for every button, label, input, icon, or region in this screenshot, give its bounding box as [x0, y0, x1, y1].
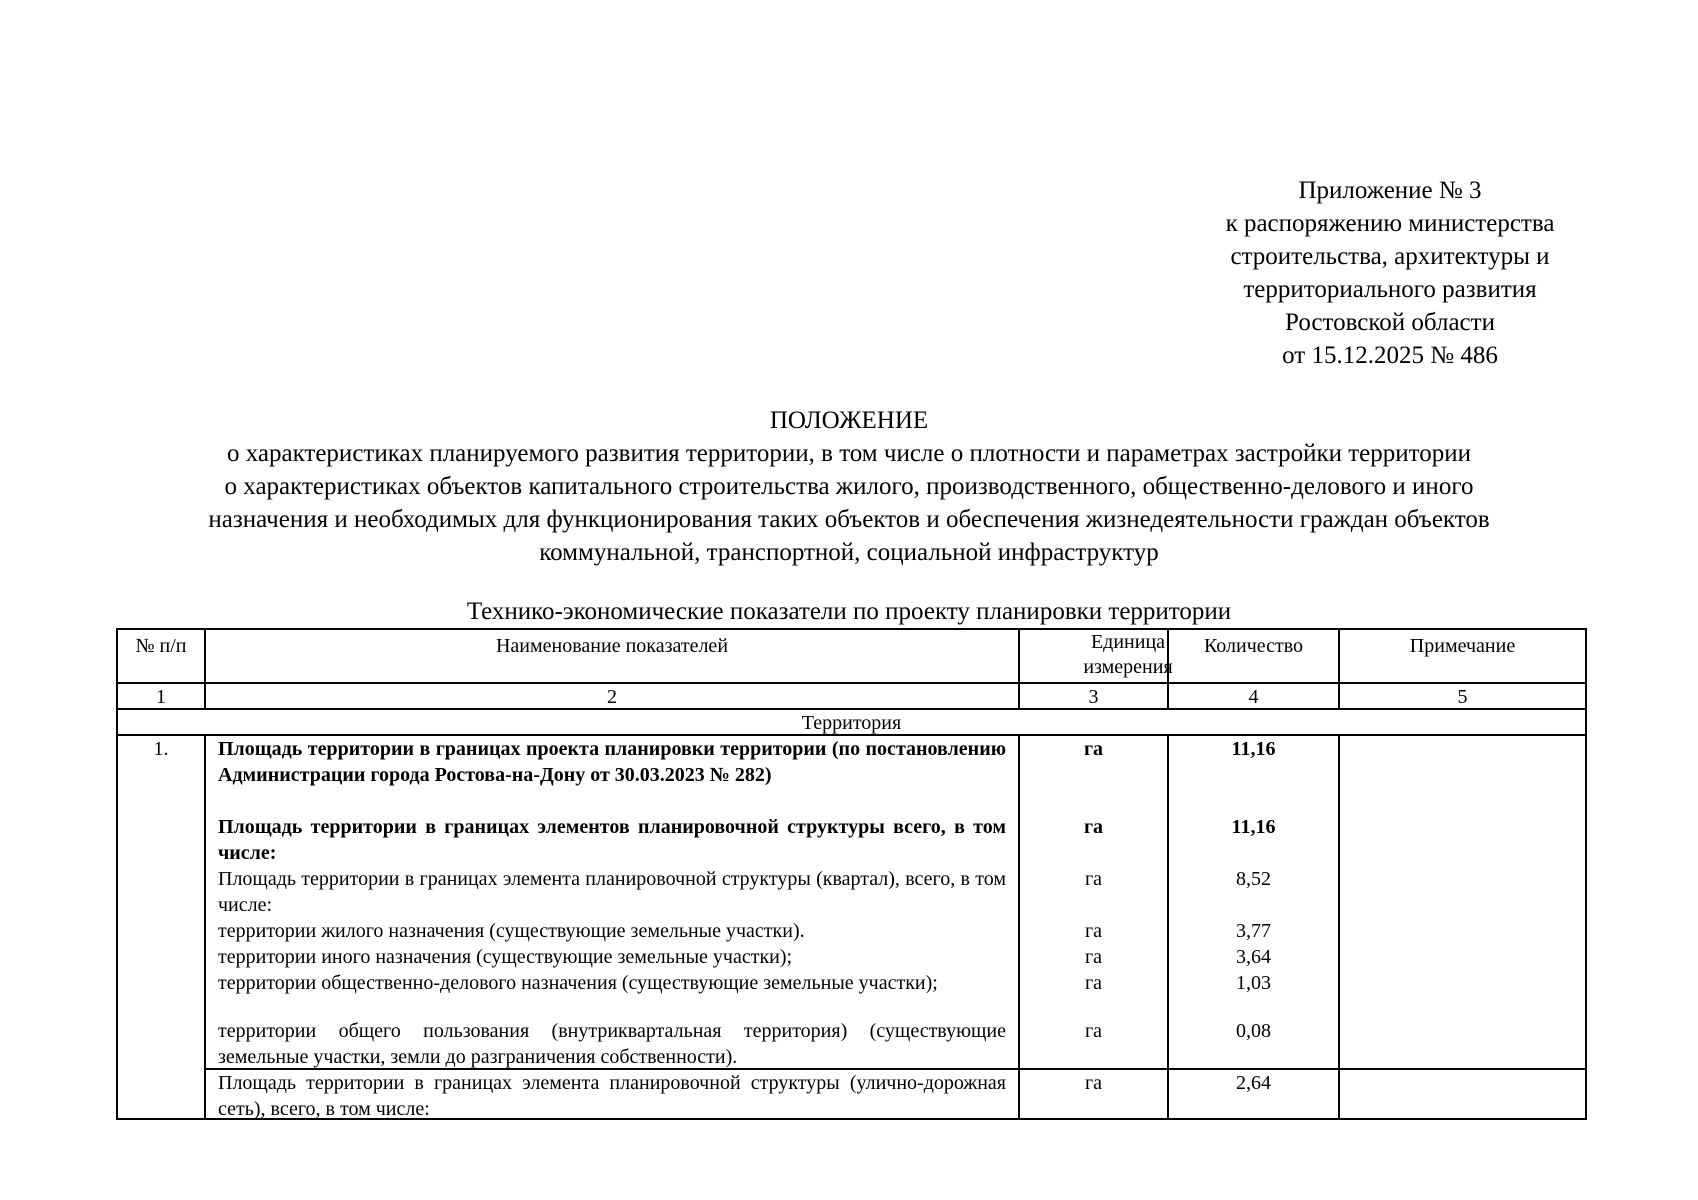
indicator-quantity: 3,77	[1236, 920, 1271, 942]
row-number: 1.	[153, 738, 169, 760]
indicator-unit: га	[1083, 816, 1104, 838]
indicator-name: территории общего пользования (внутриквартальная территория) (существующие земельные участки, земли до разграничения собственности).	[218, 1020, 1006, 1068]
appendix-block	[1140, 174, 1640, 372]
indicator-quantity: 0,08	[1236, 1020, 1271, 1042]
heading-line: коммунальной, транспортной, социальной инфраструктур	[539, 539, 1159, 566]
indicator-unit: га	[1084, 868, 1103, 890]
column-number: 1	[156, 686, 166, 708]
document-heading	[100, 404, 1598, 569]
header-note: Примечание	[1409, 635, 1516, 657]
table-caption: Технико-экономические показатели по проекту планировки территории	[466, 598, 1232, 625]
indicator-quantity: 2,64	[1236, 1072, 1271, 1094]
header-num: № п/п	[135, 635, 187, 657]
header-name: Наименование показателей	[495, 635, 729, 657]
document-title: ПОЛОЖЕНИЕ	[769, 407, 929, 434]
heading-line: назначения и необходимых для функционирования таких объектов и обеспечения жизнедеятельности граждан объектов	[208, 506, 1490, 533]
indicators-table	[116, 628, 1587, 1120]
indicator-name: территории жилого назначения (существующие земельные участки).	[218, 920, 805, 942]
indicator-name: Площадь территории в границах проекта планировки территории (по постановлению Администрации города Ростова-на-Дону от 30.03.2023 № 282)	[218, 738, 1006, 786]
indicator-quantity: 1,03	[1236, 972, 1271, 994]
indicator-unit: га	[1084, 1020, 1103, 1042]
appendix-line: территориального развития	[1243, 276, 1537, 303]
indicator-quantity: 11,16	[1231, 738, 1276, 760]
table-rule	[204, 734, 206, 1118]
column-number: 5	[1457, 686, 1468, 708]
indicator-name: Площадь территории в границах элементов планировочной структуры всего, в том числе:	[218, 816, 1006, 864]
indicator-unit: га	[1084, 920, 1103, 942]
indicator-unit: га	[1084, 1072, 1103, 1094]
appendix-line: к распоряжению министерства	[1225, 210, 1555, 237]
indicator-name: территории иного назначения (существующие земельные участки);	[218, 946, 793, 968]
section-title: Территория	[801, 712, 902, 734]
header-qty: Количество	[1203, 635, 1304, 657]
column-number: 2	[607, 686, 617, 708]
heading-line: о характеристиках объектов капитального строительства жилого, производственного, общественно-делового и иного	[224, 473, 1474, 500]
indicator-name: Площадь территории в границах элемента планировочной структуры (улично-дорожная сеть), всего, в том числе:	[218, 1072, 1006, 1120]
appendix-line: строительства, архитектуры и	[1230, 243, 1550, 270]
appendix-line: Приложение № 3	[1298, 177, 1482, 204]
column-number: 4	[1248, 686, 1259, 708]
indicator-unit: га	[1084, 972, 1103, 994]
indicator-name: Площадь территории в границах элемента планировочной структуры (квартал), всего, в том числе:	[218, 868, 1006, 916]
column-number: 3	[1088, 686, 1099, 708]
appendix-line: Ростовской области	[1285, 309, 1495, 336]
indicator-quantity: 3,64	[1236, 946, 1271, 968]
indicator-quantity: 11,16	[1231, 816, 1276, 838]
indicator-unit: га	[1083, 738, 1104, 760]
indicator-name: территории общественно-делового назначения (существующие земельные участки);	[218, 972, 938, 994]
header-unit: Единица измерения	[1083, 631, 1173, 678]
table-rule	[1338, 734, 1340, 1118]
indicator-unit: га	[1084, 946, 1103, 968]
heading-line: о характеристиках планируемого развития территории, в том числе о плотности и параметрах застройки территории	[226, 440, 1472, 467]
appendix-date-number: от 15.12.2025 № 486	[1282, 342, 1498, 369]
indicator-quantity: 8,52	[1236, 868, 1271, 890]
